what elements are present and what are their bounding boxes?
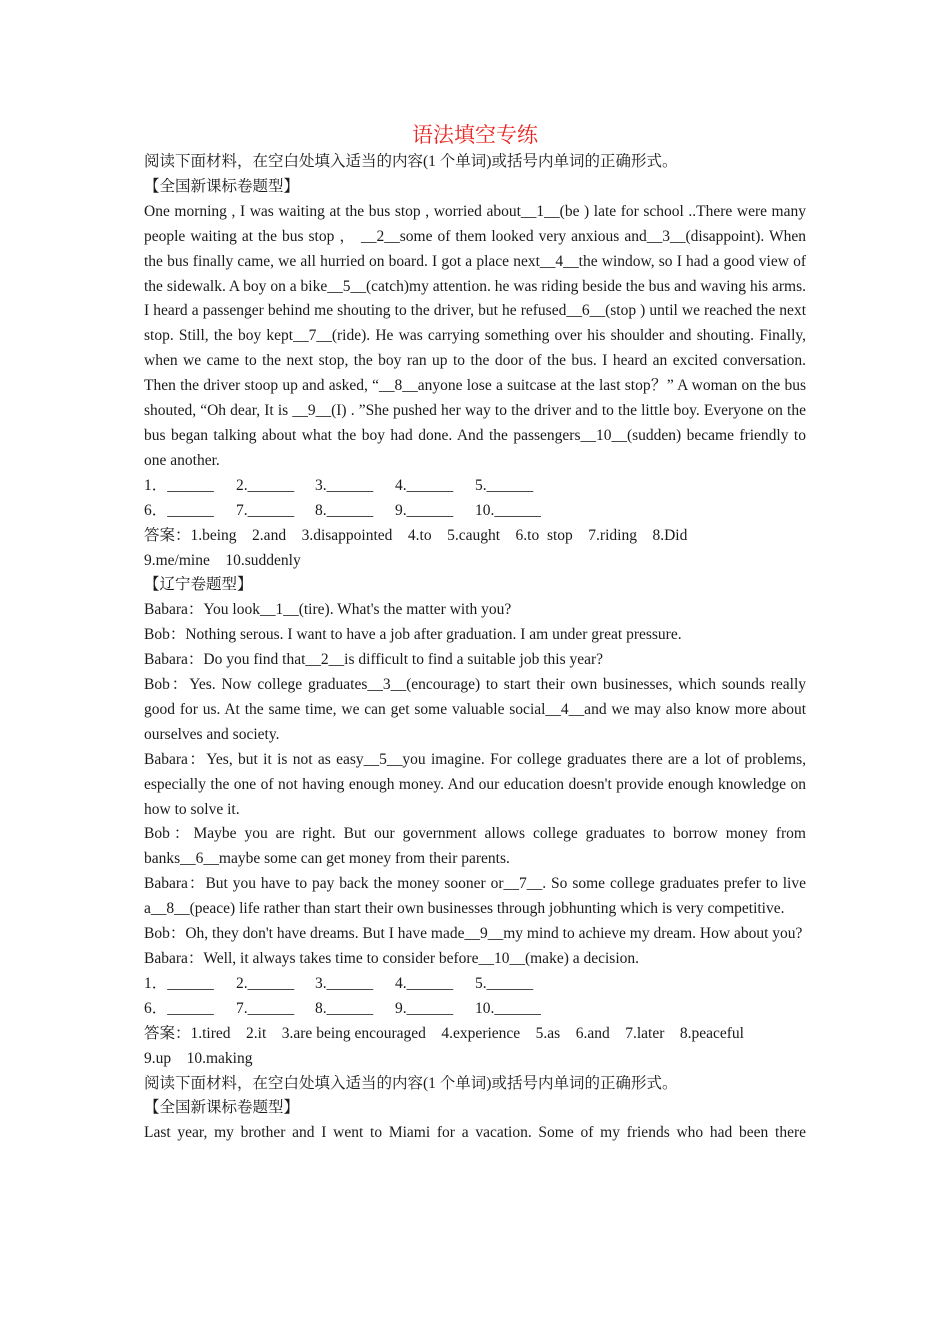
answer-key: 答案：1.being 2.and 3.disappointed 4.to 5.caught 6.to stop 7.riding 8.Did (144, 526, 688, 544)
section-label: 【辽宁卷题型】 (144, 576, 253, 594)
section-label: 【全国新课标卷题型】 (144, 177, 300, 195)
blank-item: 5.______ (475, 974, 534, 992)
blank-item: 9.______ (395, 501, 454, 519)
dialogue-line: Babara：But you have to pay back the money sooner or__7__. So some college graduates prefer to live a__8__(peace) life rather than start their own businesses through jobhunting which is very competitive. (144, 875, 806, 918)
blank-item: 1．______ (144, 476, 214, 494)
passage-text: Last year, my brother and I went to Miami for a vacation. Some of my friends who had been there (144, 1124, 806, 1142)
answer-key-continued: 9.up 10.making (144, 1049, 253, 1067)
blank-item: 10.______ (475, 501, 541, 519)
blank-item: 6．______ (144, 501, 214, 519)
blank-item: 2.______ (236, 476, 295, 494)
blank-row (144, 474, 806, 499)
instruction-text: 阅读下面材料，在空白处填入适当的内容(1 个单词)或括号内单词的正确形式。 (144, 153, 678, 170)
instruction-text: 阅读下面材料，在空白处填入适当的内容(1 个单词)或括号内单词的正确形式。 (144, 1074, 678, 1092)
dialogue-line: Bob：Maybe you are right. But our government allows college graduates to borrow money from banks__6__maybe some can get money from their parents. (144, 825, 806, 868)
blank-item: 4.______ (395, 974, 454, 992)
document-body (144, 120, 806, 1146)
dialogue-line: Bob：Yes. Now college graduates__3__(encourage) to start their own businesses, which sounds really good for us. At the same time, we can get some valuable social__4__and we may also know more about ourselves and society. (144, 676, 806, 743)
passage-text: One morning , I was waiting at the bus stop , worried about__1__(be ) late for school ..There were many people waiting at the bus stop ， __2__some of them looked very anxious and__3__(disappoint). When the bus finally came, we all hurried on board. I got a place next__4__the window, so I had a good view of the sidewalk. A boy on a bike__5__(catch)my attention. he was riding beside the bus and waving his arms. I heard a passenger behind me shouting to the driver, but he refused__6__(stop ) until we reached the next stop. Still, the boy kept__7__(ride). He was carrying something over his shoulder and shouting. Finally, when we came to the next stop, the boy ran up to the door of the bus. I heard an excited conversation. Then the driver stoop up and asked, “__8__anyone lose a suitcase at the last stop？” A woman on the bus shouted, “Oh dear, It is __9__(I) . ”She pushed her way to the driver and to the little boy. Everyone on the bus began talking about what the boy had done. And the passengers__10__(sudden) became friendly to one another. (144, 202, 806, 469)
dialogue-line: Babara：Do you find that__2__is difficult to find a suitable job this year? (144, 651, 604, 669)
dialogue-line: Babara：Well, it always takes time to consider before__10__(make) a decision. (144, 950, 640, 967)
section-label: 【全国新课标卷题型】 (144, 1099, 300, 1117)
blank-row (144, 499, 806, 524)
blank-item: 5.______ (475, 476, 534, 494)
blank-item: 8.______ (315, 999, 374, 1017)
dialogue-line: Bob：Nothing serous. I want to have a job after graduation. I am under great pressure. (144, 626, 682, 644)
answer-key: 答案：1.tired 2.it 3.are being encouraged 4.experience 5.as 6.and 7.later 8.peaceful (144, 1024, 744, 1042)
blank-item: 7.______ (236, 501, 295, 519)
blank-item: 9.______ (395, 999, 454, 1017)
blank-item: 3.______ (315, 974, 374, 992)
answer-key-continued: 9.me/mine 10.suddenly (144, 551, 301, 569)
blank-item: 1．______ (144, 974, 214, 992)
blank-item: 2.______ (236, 974, 295, 992)
blank-item: 4.______ (395, 476, 454, 494)
blank-row (144, 997, 806, 1022)
blank-item: 7.______ (236, 999, 295, 1017)
blank-item: 6．______ (144, 999, 214, 1017)
dialogue-line: Babara：Yes, but it is not as easy__5__you imagine. For college graduates there are a lot of problems, especially the one of not having enough money. And our education doesn't provide enough knowledge on how to solve it. (144, 750, 806, 818)
page-title: 语法填空专练 (412, 123, 538, 147)
blank-item: 3.______ (315, 476, 374, 494)
blank-item: 10.______ (475, 999, 541, 1017)
dialogue-line: Babara：You look__1__(tire). What's the matter with you? (144, 601, 512, 619)
dialogue-line: Bob：Oh, they don't have dreams. But I have made__9__my mind to achieve my dream. How about you? (144, 925, 803, 943)
blank-item: 8.______ (315, 501, 374, 519)
blank-row (144, 972, 806, 997)
